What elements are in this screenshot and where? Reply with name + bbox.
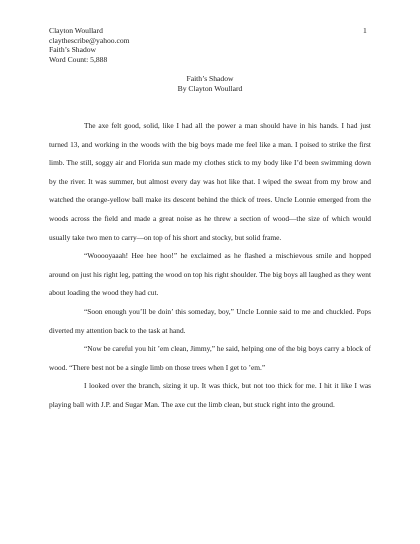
story-title: Faith’s Shadow xyxy=(186,74,234,83)
body-paragraph: “Wooooyaaah! Hee hee hoo!” he exclaimed as he flashed a mischievous smile and hopped around on just his right leg, patting the wood on top his right shoulder. The big boys all laughed as they went about loading the wood they had cut. xyxy=(49,251,371,298)
story-body xyxy=(49,117,371,415)
body-paragraph: “Now be careful you hit ’em clean, Jimmy,” he said, helping one of the big boys carry a block of wood. “There best not be a single limb on those trees when I get to ’em.” xyxy=(49,344,371,372)
page-number: 1 xyxy=(363,26,367,35)
body-paragraph: “Soon enough you’ll be doin’ this someday, boy,” Uncle Lonnie said to me and chuckled. Pops diverted my attention back to the task at hand. xyxy=(49,306,371,335)
story-byline: By Clayton Woullard xyxy=(177,83,243,93)
title-block xyxy=(49,74,371,93)
header-short-title: Faith’s Shadow xyxy=(49,45,97,55)
word-count: Word Count: 5,888 xyxy=(49,54,108,64)
author-header xyxy=(49,26,130,64)
author-name: Clayton Woullard xyxy=(49,26,103,35)
body-paragraph: I looked over the branch, sizing it up. It was thick, but not too thick for me. I hit it like I was playing ball with J.P. and Sugar Man. The axe cut the limb clean, but stuck right into the ground. xyxy=(49,381,371,409)
body-paragraph: The axe felt good, solid, like I had all the power a man should have in his hands. I had just turned 13, and working in the woods with the big boys made me feel like a man. I poised to strike the first limb. The still, soggy air and Florida sun made my clothes stick to my body like I’d been swimming down by the river. It was summer, but almost every day was hot like that. I wiped the sweat from my brow and watched the orange-yellow ball make its descent behind the thick of trees. Uncle Lonnie emerged from the woods across the field and made a great noise as he threw a section of wood—the size of which would usually take two men to carry—on top of his short and stocky, but solid frame. xyxy=(49,121,371,242)
author-email: claythescribe@yahoo.com xyxy=(49,35,130,45)
